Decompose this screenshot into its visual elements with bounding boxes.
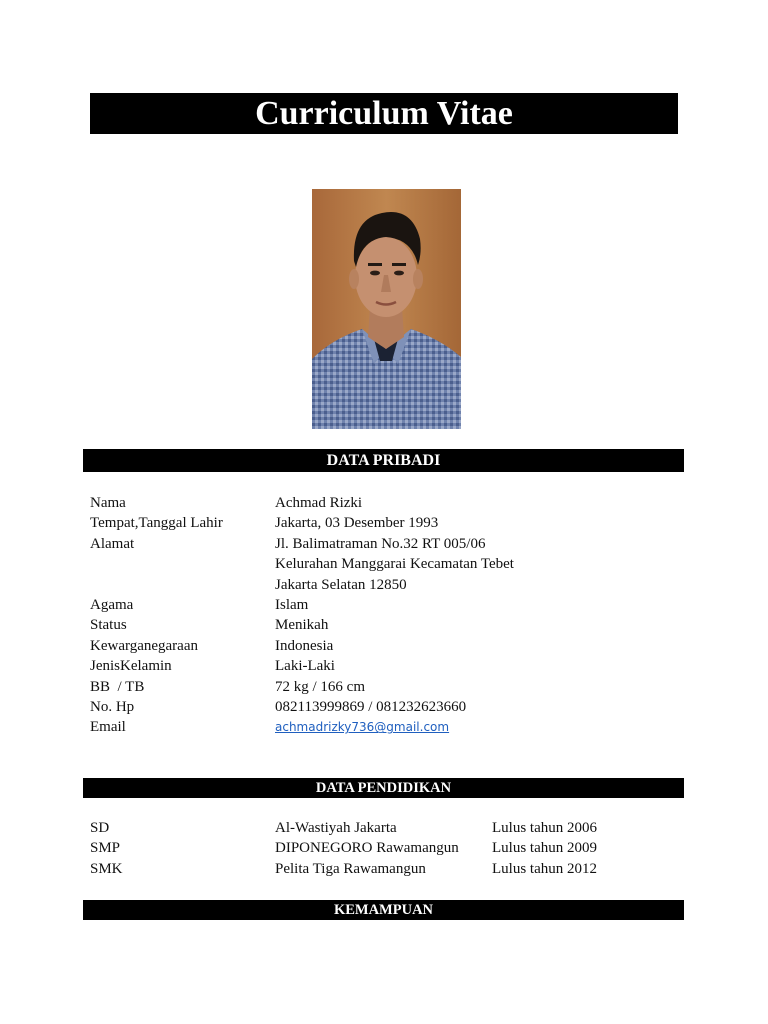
field-value: Achmad Rizki: [275, 495, 363, 511]
field-label: Tempat,Tanggal Lahir: [90, 515, 223, 532]
field-value: Jakarta, 03 Desember 1993: [275, 515, 439, 532]
section-header-data-pendidikan: [83, 778, 684, 798]
education-row: [90, 838, 597, 858]
row-kewarganegaraan: [90, 636, 514, 656]
education-school: DIPONEGORO Rawamangun: [275, 840, 459, 857]
row-tempat-tanggal-lahir: [90, 513, 514, 533]
field-label: JenisKelamin: [90, 658, 172, 675]
education-year: Lulus tahun 2012: [492, 860, 597, 877]
education-year: Lulus tahun 2009: [492, 840, 597, 857]
field-label: Kewarganegaraan: [90, 637, 198, 654]
education-level: SMP: [90, 840, 121, 857]
row-bb-tb: [90, 677, 514, 697]
profile-photo: [312, 189, 461, 429]
row-email: [90, 717, 514, 737]
education-row: [90, 818, 597, 838]
education-level: SD: [90, 820, 110, 836]
section-title: DATA PENDIDIKAN: [315, 779, 452, 796]
row-status: [90, 615, 514, 635]
address-value: [275, 534, 514, 595]
section-header-data-pribadi: [83, 449, 684, 472]
row-jenis-kelamin: [90, 656, 514, 676]
education-level: SMK: [90, 860, 123, 877]
education-year: Lulus tahun 2006: [492, 820, 597, 836]
section-header-kemampuan: [83, 900, 684, 920]
education-row: [90, 859, 597, 879]
address-line: Kelurahan Manggarai Kecamatan Tebet: [275, 556, 514, 573]
address-line: Jakarta Selatan 12850: [275, 576, 407, 593]
row-agama: [90, 595, 514, 615]
section-title: KEMAMPUAN: [333, 901, 434, 918]
field-label: BB / TB: [90, 678, 145, 695]
row-alamat: [90, 534, 514, 595]
field-label: Email: [90, 719, 126, 736]
field-value: Islam: [275, 597, 309, 614]
field-value: Laki-Laki: [275, 658, 335, 675]
field-value: 082113999869 / 081232623660: [275, 699, 467, 716]
document-title-text: Curriculum Vitae: [255, 94, 513, 132]
field-label: No. Hp: [90, 699, 135, 716]
document-title: [90, 93, 678, 134]
section-title: DATA PRIBADI: [326, 451, 441, 469]
field-label: Agama: [90, 597, 134, 614]
field-label: Alamat: [90, 535, 135, 552]
row-nama: [90, 493, 514, 513]
field-value: Menikah: [275, 617, 329, 634]
education-school: Pelita Tiga Rawamangun: [275, 860, 426, 877]
field-label: Nama: [90, 495, 126, 511]
address-line: Jl. Balimatraman No.32 RT 005/06: [275, 535, 486, 552]
person-photo-icon: [312, 189, 461, 429]
email-link[interactable]: achmadrizky736@gmail.com: [275, 720, 450, 735]
personal-data-list: [90, 493, 514, 738]
row-no-hp: [90, 697, 514, 717]
field-label: Status: [90, 617, 127, 634]
field-value: Indonesia: [275, 637, 334, 654]
education-school: Al-Wastiyah Jakarta: [275, 820, 397, 836]
education-list: [90, 818, 597, 879]
field-value: 72 kg / 166 cm: [275, 678, 365, 695]
